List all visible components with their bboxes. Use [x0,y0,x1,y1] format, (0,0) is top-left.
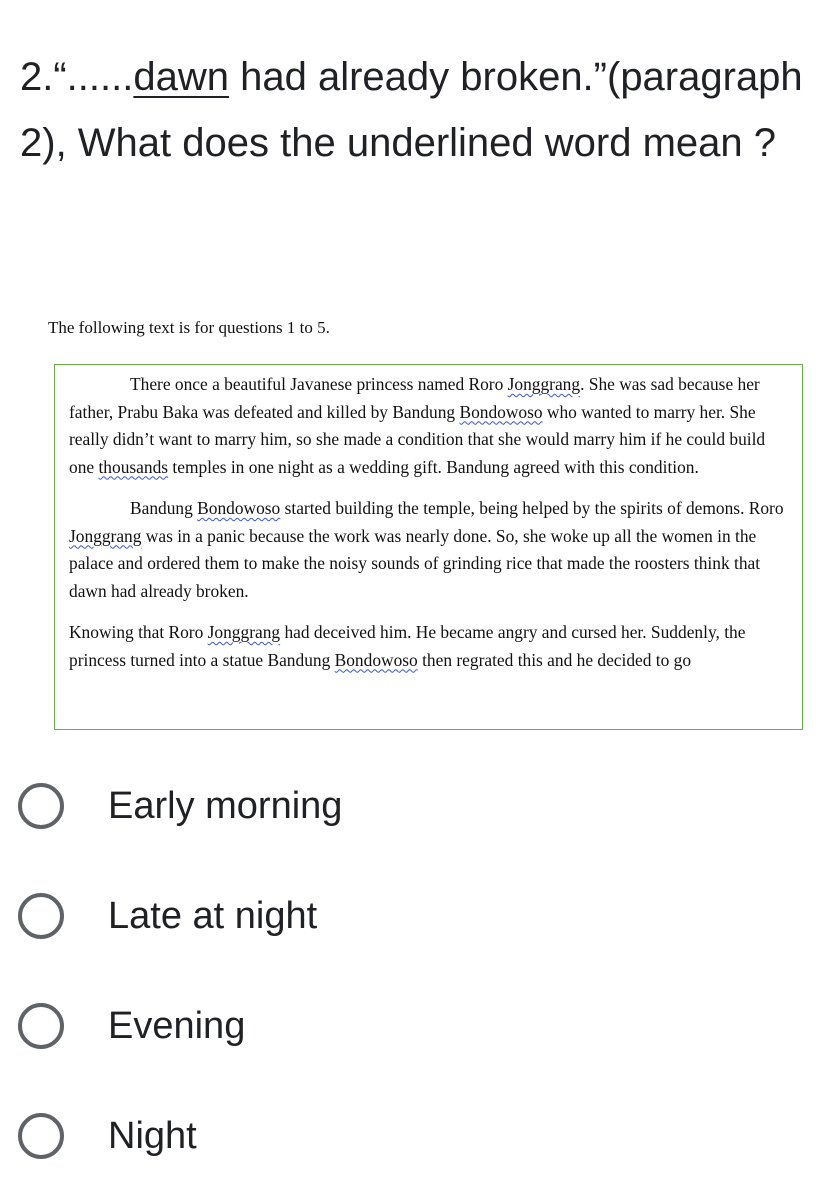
spellcheck-word: Jonggrang [207,622,281,642]
text-run: . She was sad because her father, Prabu Baka was defeated and killed by Bandung [69,374,760,422]
spellcheck-word: Bondowoso [334,649,418,670]
text-run: temples in one night as a wedding gift. Bandung agreed with this condition. [168,456,699,477]
option-late-at-night[interactable] [18,886,618,946]
text-run: who wanted to marry her. She really didn’t want to marry him, so she made a condition that she would marry him if he could build one [69,401,766,477]
text-run: then regrated this and he decided to go [417,649,692,670]
option-label: Early morning [108,784,343,827]
spellcheck-word: Bondowoso [459,401,543,422]
underlined-word: dawn [133,55,229,99]
passage-box [54,364,803,730]
passage-image [0,300,836,745]
spellcheck-word: thousands [98,456,169,477]
passage-paragraph-3 [69,619,788,674]
option-evening[interactable] [18,996,618,1056]
text-run: started building the temple, being helped by the spirits of demons. Roro [280,498,784,518]
option-early-morning[interactable] [18,776,618,836]
text-run: Knowing that Roro [69,622,208,642]
question-rest: had already broken.”(paragraph 2), What does the underlined word mean ? [20,55,803,165]
radio-button-icon[interactable] [18,893,64,939]
option-label: Evening [108,1004,246,1047]
option-night[interactable] [18,1106,618,1166]
text-run: Bandung [130,498,198,518]
spellcheck-word: Jonggrang [507,374,581,394]
text-run: There once a beautiful Javanese princess named Roro [130,374,508,394]
radio-button-icon[interactable] [18,1113,64,1159]
option-label: Late at night [108,894,318,937]
text-run: was in a panic because the work was nearly done. So, she woke up all the women in the palace and ordered them to make the noisy sounds of grinding rice that made the roosters think that dawn had already broken. [69,525,761,601]
spellcheck-word: Jonggrang [69,525,142,546]
passage-paragraph-1 [69,371,788,481]
question-text [20,44,810,176]
radio-button-icon[interactable] [18,783,64,829]
passage-intro: The following text is for questions 1 to 5. [48,318,330,337]
option-label: Night [108,1114,197,1157]
radio-button-icon[interactable] [18,1003,64,1049]
question-prefix: 2.“...... [20,55,134,99]
text-run: had deceived him. He became angry and cursed her. Suddenly, the princess turned into a statue Bandung [69,622,746,670]
spellcheck-word: Bondowoso [197,498,281,518]
passage-paragraph-2 [69,495,788,605]
